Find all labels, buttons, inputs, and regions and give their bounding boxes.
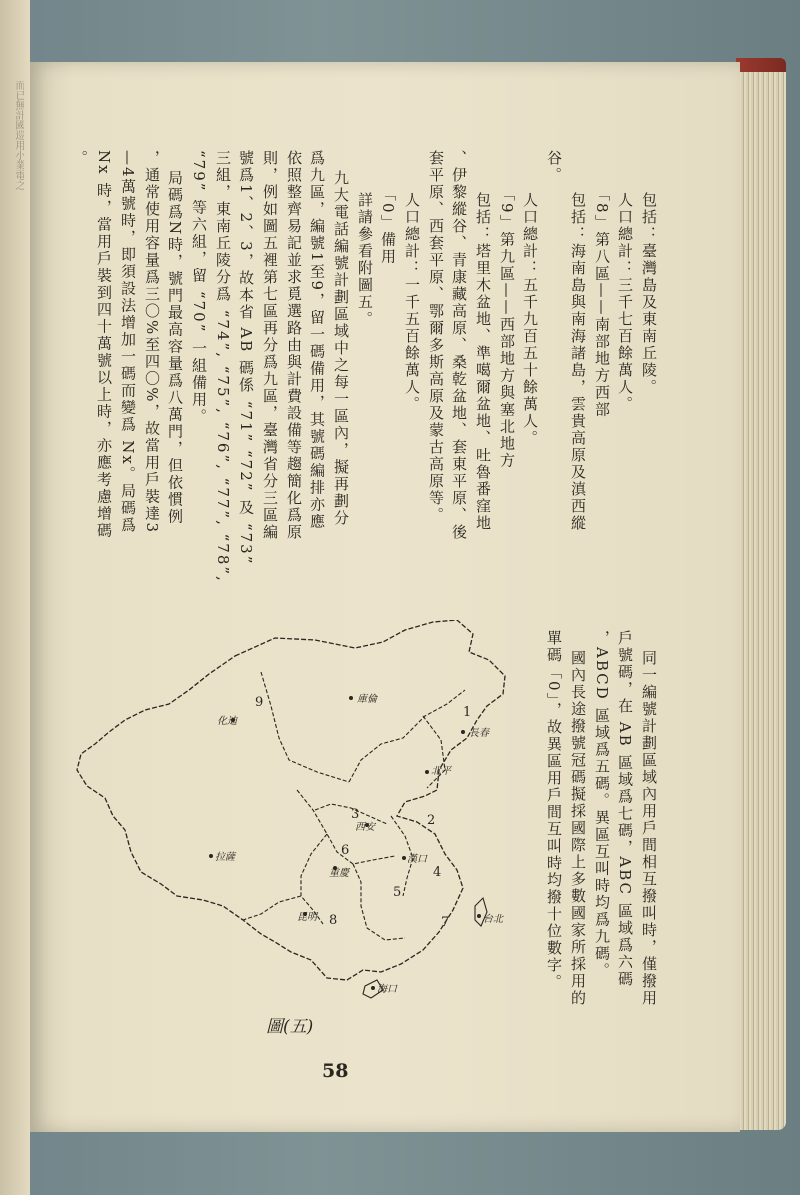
region-number-label: 2	[427, 813, 436, 828]
text-column: 人口總計：五千九百五十餘萬人。	[521, 192, 539, 447]
text-column: ，通常使用容量爲三〇%至四〇%，故當用戶裝達3	[143, 150, 161, 535]
region-border	[353, 864, 405, 940]
text-column: 、伊黎縱谷、青康藏高原、桑乾盆地、套東平原、後	[450, 150, 468, 541]
city-label-haikou: 海口	[377, 984, 397, 995]
facing-page-edge	[0, 0, 30, 1195]
city-label-changchun: 長春	[469, 728, 489, 739]
city-label-dihua: 化迪	[217, 716, 237, 727]
city-dot	[461, 730, 465, 734]
text-column: 「0」備用	[379, 186, 397, 266]
text-column: 人口總計：一千五百餘萬人。	[403, 192, 421, 413]
region-number-label: 5	[393, 885, 402, 900]
region-border	[301, 834, 327, 924]
china-map-svg	[65, 620, 527, 1030]
text-column: “79” 等六組，留 “70” 一組備用。	[190, 150, 208, 426]
region-map	[65, 620, 527, 1030]
region-number-label: 6	[341, 843, 350, 858]
city-dot	[209, 854, 213, 858]
region-number-label: 4	[433, 865, 442, 880]
book-cover-edge	[736, 58, 786, 72]
text-column: 套平原、西套平原、鄂爾多斯高原及蒙古高原等。	[427, 150, 445, 524]
region-number-label: 8	[329, 913, 338, 928]
region-border	[261, 672, 349, 782]
text-column: 則，例如圖五裡第七區再分爲九區，臺灣省分三區編	[261, 150, 279, 541]
city-dot	[371, 986, 375, 990]
city-label-hankou: 漢口	[407, 854, 427, 865]
region-number-label: 3	[351, 807, 360, 822]
city-label-xian: 西安	[355, 822, 375, 833]
city-label-chongqing: 重慶	[329, 868, 349, 879]
text-column: 包括：海南島與南海諸島，雲貴高原及滇西縱	[569, 192, 587, 532]
text-column: 「9」第九區——西部地方與塞北地方	[498, 186, 516, 470]
text-column: 人口總計：三千七百餘萬人。	[616, 192, 634, 413]
region-number-label: 7	[441, 915, 450, 930]
city-label-beiping: 北平	[431, 766, 451, 777]
text-column: ，ABCD 區域爲五碼。異區互叫時均爲九碼。	[593, 630, 611, 980]
region-border	[423, 716, 445, 788]
city-dot	[425, 770, 429, 774]
page-number: 58	[322, 1060, 349, 1082]
text-column: 同一編號計劃區域內用戶間相互撥叫時，僅撥用	[640, 650, 658, 1007]
text-column: 三組，東南丘陵分爲 “74”, “75”, “76”, “77”, “78”,	[214, 150, 232, 583]
region-number-label: 1	[463, 705, 472, 720]
text-column: 包括：臺灣島及東南丘陵。	[640, 192, 658, 396]
text-column: —4萬號時，即須設法增加一碼而變爲 Nx。局碼爲	[119, 150, 137, 534]
city-label-kulun: 庫倫	[357, 694, 377, 705]
city-dot	[477, 914, 481, 918]
city-dot	[402, 856, 406, 860]
text-column: Nx 時，當用戶裝到四十萬號以上時，亦應考慮增碼	[95, 150, 113, 540]
facing-page-text: 而已無計國巡用小業電之	[13, 80, 24, 190]
text-column: 包括：塔里木盆地、準噶爾盆地、吐魯番窪地	[474, 192, 492, 532]
page-stack-edge	[736, 58, 786, 1130]
text-column: 「8」第八區——南部地方西部	[593, 186, 611, 419]
text-column: 依照整齊易記並求覓選路由與計費設備等趨簡化爲原	[285, 150, 303, 541]
text-column: 。	[71, 150, 89, 167]
text-column: 詳請參看附圖五。	[356, 192, 374, 328]
text-column: 爲九區，編號1至9，留一碼備用，其號碼編排亦應	[308, 150, 326, 531]
city-dot	[349, 696, 353, 700]
text-column: 谷。	[545, 150, 563, 184]
region-number-label: 9	[255, 695, 264, 710]
city-label-lasa: 拉薩	[215, 852, 235, 863]
city-label-taibei: 台北	[483, 914, 503, 925]
region-border	[243, 896, 301, 920]
text-column: 單碼「0」，故異區用戶間互叫時均撥十位數字。	[545, 630, 563, 992]
city-label-kunming: 昆明	[297, 912, 317, 923]
text-column: 戶號碼，在 AB 區域爲七碼，ABC 區域爲六碼	[616, 630, 634, 988]
text-column: 國內長途撥號冠碼擬採國際上多數國家所採用的	[569, 650, 587, 1007]
text-column: 號爲1、2、3，故本省 AB 碼係 “71” “72” 及 “73”	[237, 150, 255, 566]
figure-caption: 圖(五)	[266, 1017, 314, 1037]
text-column: 九大電話編號計劃區域中之每一區內，擬再劃分	[332, 170, 350, 527]
text-column: 局碼爲N時，號門最高容量爲八萬門，但依慣例	[166, 170, 184, 526]
